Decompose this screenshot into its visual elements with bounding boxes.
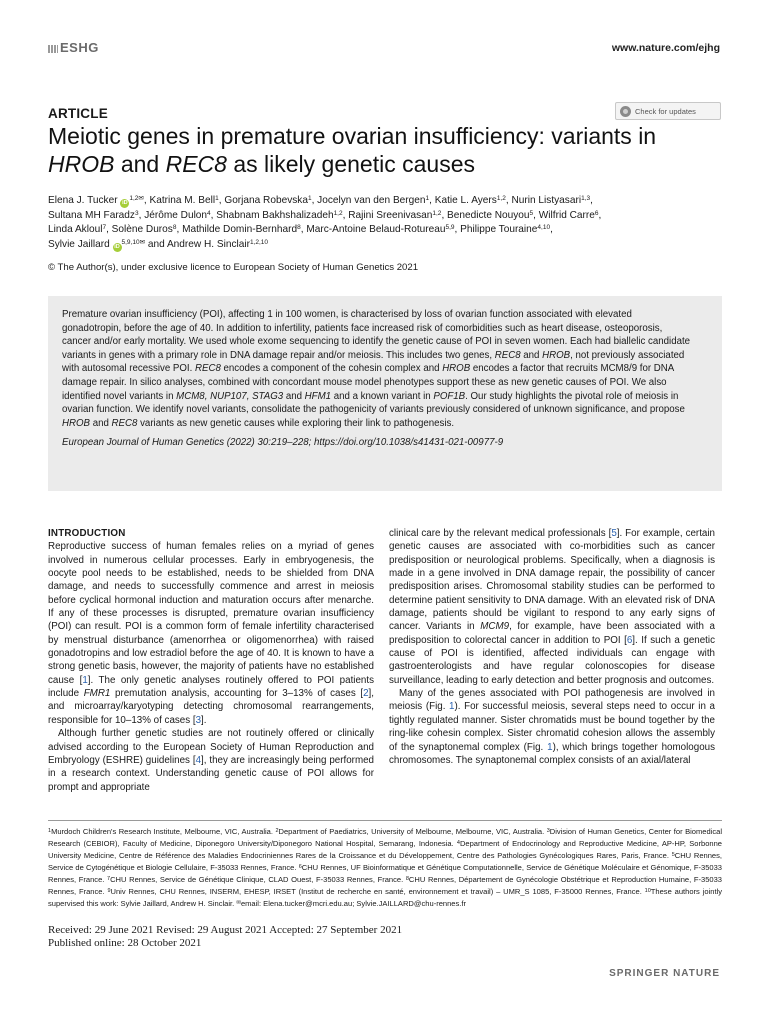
check-for-updates-button[interactable] xyxy=(615,102,721,120)
logo-text: ESHG xyxy=(60,40,99,55)
title-text-1: Meiotic genes in premature ovarian insufficiency: variants in xyxy=(48,123,657,149)
article-type-label: ARTICLE xyxy=(48,106,108,121)
footnote-divider xyxy=(48,820,722,821)
publication-dates xyxy=(48,924,402,950)
title-gene-rec8: REC8 xyxy=(165,151,227,177)
logo-mark-icon xyxy=(48,45,58,53)
check-updates-label: Check for updates xyxy=(635,106,696,116)
section-heading-introduction: INTRODUCTION xyxy=(48,528,126,539)
figure-link[interactable]: 1 xyxy=(547,741,553,753)
citation-link[interactable]: 2 xyxy=(363,688,369,700)
article-title xyxy=(48,122,728,178)
intro-paragraph-2-cont: clinical care by the relevant medical professionals [5]. For example, certain genetic causes are associated with co-morbidities such as cancer predisposition or neurological problems. Specifically, when a diagnosis is made in a gene involved in DNA damage repair, the possibility of cancer predisposition arises. Chromosomal stability studies can be performed to determine patient sensitivity to DNA damage. With an elevated risk of DNA damage, patients should be vigilant to respond to any early signs of cancer. Variants in MCM9, for example, have been associated with a predisposition to colorectal cancer in addition to POI [6]. If such a genetic cause of POI is identified, affected individuals can engage with gastroenterologists and have regular colonoscopies for disease surveillance, leading to early detection and better prognosis and outcomes. xyxy=(389,528,715,686)
intro-paragraph-1: Reproductive success of human females relies on a myriad of genes involved in numerous cellular processes. Early in embryogenesis, the oocyte pool needs to be established, needs to be shielded from DNA damage, and needs to successfully commence and arrest in meiosis before cyclical hormonal induction and maturation occurs after menarche. If any of these processes is disrupted, premature ovarian insufficiency (POI) can result. POI is a common form of female infertility characterised by menstrual disturbance (amenorrhea or oligomenorrhea) with raised gonadotropins and low estradiol before the age of 40. It is known to have a strong genetic basis, however, the majority of patients have no established cause [1]. The only genetic analyses routinely offered to POI patients include FMR1 premutation analysis, accounting for 3–13% of cases [2], and microarray/karyotyping detecting chromosomal rearrangements, responsible for 10–13% of cases [3]. xyxy=(48,541,374,726)
abstract-box xyxy=(48,296,722,491)
eshg-logo xyxy=(48,40,99,55)
crossmark-icon xyxy=(620,106,631,117)
intro-paragraph-2: Although further genetic studies are not routinely offered or clinically advised according to the European Society of Human Reproduction and Embryology (ESHRE) guidelines [4], they are increasingly being performed in a research context. Understanding genetic cause of POI allows for prompt and appropriate xyxy=(48,728,374,793)
citation-link[interactable]: 3 xyxy=(195,714,202,726)
figure-link[interactable]: 1 xyxy=(449,701,455,713)
body-column-left xyxy=(48,527,374,794)
author-list: Elena J. Tucker $iD^{1,2✉}$, Katrina M. Bell$^1$, Gorjana Robevska$^1$, Jocelyn van den Bergen$^1$, Katie L. Ayers$^{1,2}$, Nurin Listyasari$^{1,3}$, Sultana MH Faradz$^3$, Jérôme Dulon$^4$, Shabnam Bakhshalizadeh$^{1,2}$, Rajini Sreenivasan$^{1,2}$, Benedicte Nouyou$^5$, Wilfrid Carre$^6$, Linda Akloul$^7$, Solène Duros$^8$, Mathilde Domin-Bernhard$^8$, Marc-Antoine Belaud-Rotureau$^{5,9}$, Philippe Touraine$^{4,10}$, Sylvie Jaillard $iD^{5,9,10✉}$ and Andrew H. Sinclair$^{1,2,10}$ xyxy=(48,195,602,250)
citation-link[interactable]: 4 xyxy=(195,754,202,766)
citation-link[interactable]: 6 xyxy=(626,634,633,646)
citation-link[interactable]: 5 xyxy=(611,528,617,539)
intro-paragraph-3: Many of the genes associated with POI pathogenesis are involved in meiosis (Fig. 1). For successful meiosis, several steps need to occur in a tightly regulated manner. Sister chromatids must be bound together by the ring-like cohesin complex. Sister chromatid cohesion allows the assembly of the synaptonemal complex (Fig. 1), which brings together homologous chromosomes. The synaptonemal complex consists of an axial/lateral xyxy=(389,688,716,766)
abstract-text: Premature ovarian insufficiency (POI), affecting 1 in 100 women, is characterised by loss of ovarian function associated with elevated gonadotropin, before the age of 40. In addition to infertility, patients face increased risk of comorbidities such as heart disease, osteoporosis, cancer and/or early mortality. We used whole exome sequencing to identify the genetic cause of POI in seven women. Each had biallelic candidate variants in genes with a primary role in DNA damage repair and/or meiosis. This includes two genes, REC8 and HROB, not previously associated with autosomal recessive POI. REC8 encodes a component of the cohesin complex and HROB encodes a factor that recruits MCM8/9 for DNA damage repair. In silico analyses, combined with concordant mouse model phenotypes support these as new genetic causes of POI. We also identified novel variants in MCM8, NUP107, STAG3 and HFM1 and a known variant in POF1B. Our study highlights the pivotal role of meiosis in ovarian function. We identify novel variants, consolidate the pathogenicity of variants previously considered of unknown significance, and propose HROB and REC8 variants as new genetic causes while exploring their link to pathogenesis. xyxy=(62,309,691,429)
citation-link[interactable]: 1 xyxy=(82,674,88,686)
copyright-line: © The Author(s), under exclusive licence to European Society of Human Genetics 2021 xyxy=(48,262,419,273)
published-online: Published online: 28 October 2021 xyxy=(48,937,202,949)
journal-url[interactable]: www.nature.com/ejhg xyxy=(611,42,720,54)
orcid-icon[interactable]: iD xyxy=(122,200,128,206)
title-gene-hrob: HROB xyxy=(48,151,115,177)
journal-citation[interactable]: European Journal of Human Genetics (2022) 30:219–228; https://doi.org/10.1038/s41431-021-00977-9 xyxy=(62,437,504,449)
body-column-right xyxy=(389,527,715,767)
springer-nature-logo: SPRINGER NATURE xyxy=(609,968,720,979)
title-text-and: and xyxy=(114,151,166,177)
title-text-2: as likely genetic causes xyxy=(226,151,475,177)
received-revised-accepted: Received: 29 June 2021 Revised: 29 August 2021 Accepted: 27 September 2021 xyxy=(48,924,403,936)
affiliations-footnote: $^1$Murdoch Children's Research Institute, Melbourne, VIC, Australia. $^2$Department of Paediatrics, University of Melbourne, Melbourne, VIC, Australia. $^3$Division of Human Genetics, Center for Biomedical Research (CEBIOR), Faculty of Medicine, Diponegoro University/Diponegoro National Hospital, Semarang, Indonesia. $^4$Department of Endocrinology and Reproductive Medicine, AP-HP, Sorbonne University Medicine, Centre de Référence des Maladies Endocriniennes Rares de la Croissance et du Développement, Centre des Pathologies Gynécologiques Rares, Paris, France. $^5$CHU Rennes, Service de Cytogénétique et Biologie Cellulaire, F-35033 Rennes, France. $^6$CHU Rennes, UF Bioinformatique et Génétique Computationnelle, Service de Génétique Moléculaire et Génomique, F-35033 Rennes, France. $^7$CHU Rennes, Service de Génétique Clinique, CLAD Ouest, F-35033 Rennes, France. $^8$CHU Rennes, Département de Gynécologie Obstétrique et Reproduction Humaine, F-35033 Rennes, France. $^9$Univ Rennes, CHU Rennes, INSERM, EHESP, IRSET (Institut de recherche en santé, environnement et travail) – UMR_S 1085, F-35000 Rennes, France. $^{10}$These authors jointly supervised this work: Sylvie Jaillard, Andrew H. Sinclair. ✉email: Elena.tucker@mcri.edu.au; Sylvie.JAILLARD@chu-rennes.fr xyxy=(48,827,722,908)
orcid-icon[interactable]: iD xyxy=(114,243,120,250)
